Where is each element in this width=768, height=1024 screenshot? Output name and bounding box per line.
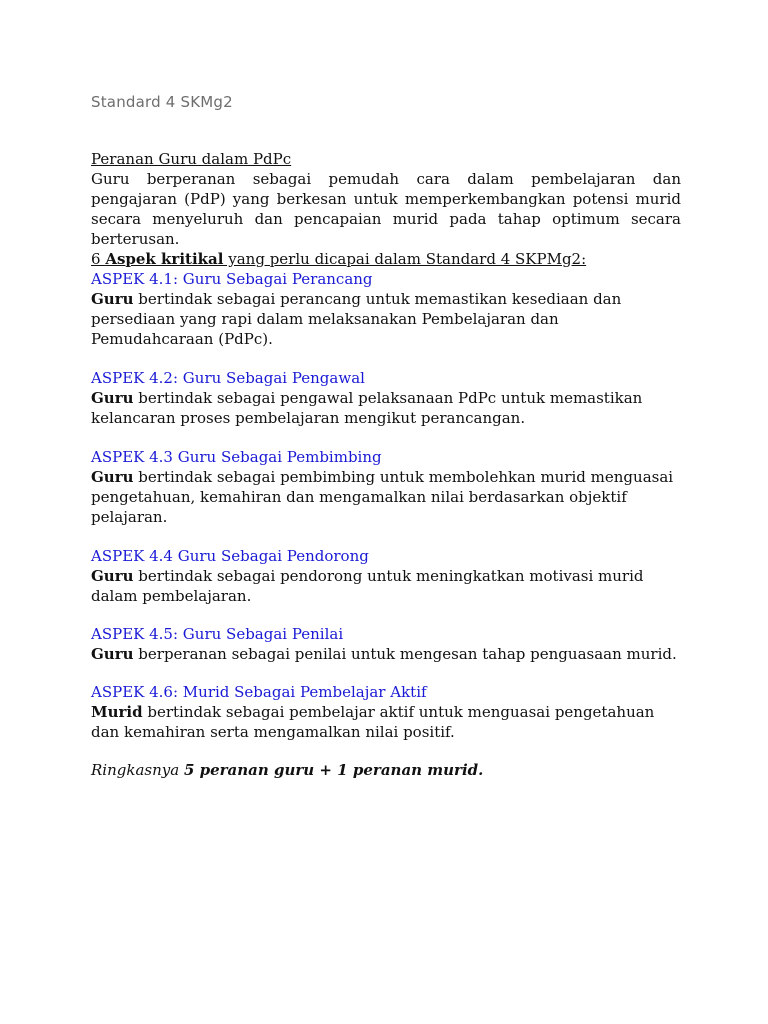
critical-aspects-line [91, 249, 681, 269]
aspect-body [91, 702, 681, 742]
aspect-text: bertindak sebagai pembelajar aktif untuk menguasai pengetahuan dan kemahiran serta mengamalkan nilai positif. [91, 703, 655, 741]
critical-bold: Aspek kritikal [105, 250, 224, 268]
summary-bold: 5 peranan guru + 1 peranan murid. [183, 761, 484, 779]
aspect-heading: ASPEK 4.1: Guru Sebagai Perancang [91, 270, 373, 288]
aspect-body [91, 566, 681, 606]
document-body [91, 149, 681, 780]
critical-prefix: 6 [91, 250, 106, 268]
aspect-subject: Guru [91, 468, 134, 486]
aspect-heading: ASPEK 4.4 Guru Sebagai Pendorong [91, 547, 369, 565]
summary-prefix: Ringkasnya [91, 761, 184, 779]
aspect-4-1 [91, 269, 681, 349]
aspect-text: bertindak sebagai perancang untuk memastikan kesediaan dan persediaan yang rapi dalam melaksanakan Pembelajaran dan Pemudahcaraan (PdPc). [91, 290, 622, 348]
aspect-4-3 [91, 447, 681, 527]
aspect-text: bertindak sebagai pendorong untuk meningkatkan motivasi murid dalam pembelajaran. [91, 567, 644, 605]
aspect-subject: Guru [91, 645, 134, 663]
aspect-subject: Guru [91, 290, 134, 308]
aspect-4-6 [91, 682, 681, 742]
aspect-heading: ASPEK 4.6: Murid Sebagai Pembelajar Aktif [91, 683, 427, 701]
document-header: Standard 4 SKMg2 [91, 93, 233, 111]
aspect-heading: ASPEK 4.5: Guru Sebagai Penilai [91, 625, 344, 643]
aspect-subject: Guru [91, 567, 134, 585]
intro-paragraph: Guru berperanan sebagai pemudah cara dalam pembelajaran dan pengajaran (PdP) yang berkesan untuk memperkembangkan potensi murid secara menyeluruh dan pencapaian murid pada tahap optimum secara berterusan. [91, 170, 681, 248]
aspect-4-2 [91, 368, 681, 428]
aspect-body [91, 289, 681, 349]
aspect-subject: Guru [91, 389, 134, 407]
aspect-body [91, 644, 681, 664]
aspect-text: bertindak sebagai pengawal pelaksanaan PdPc untuk memastikan kelancaran proses pembelajaran mengikut perancangan. [91, 389, 643, 427]
aspect-body [91, 467, 681, 527]
aspect-text: bertindak sebagai pembimbing untuk membolehkan murid menguasai pengetahuan, kemahiran dan mengamalkan nilai berdasarkan objektif pelajaran. [91, 468, 674, 526]
critical-suffix: yang perlu dicapai dalam Standard 4 SKPMg2: [223, 250, 587, 268]
aspect-4-4 [91, 546, 681, 606]
aspect-subject: Murid [91, 703, 143, 721]
summary-line [91, 760, 681, 780]
aspect-text: berperanan sebagai penilai untuk mengesan tahap penguasaan murid. [133, 645, 677, 663]
aspect-heading: ASPEK 4.2: Guru Sebagai Pengawal [91, 369, 365, 387]
aspect-4-5 [91, 624, 681, 664]
section-title: Peranan Guru dalam PdPc [91, 150, 292, 168]
aspect-body [91, 388, 681, 428]
aspect-heading: ASPEK 4.3 Guru Sebagai Pembimbing [91, 448, 382, 466]
